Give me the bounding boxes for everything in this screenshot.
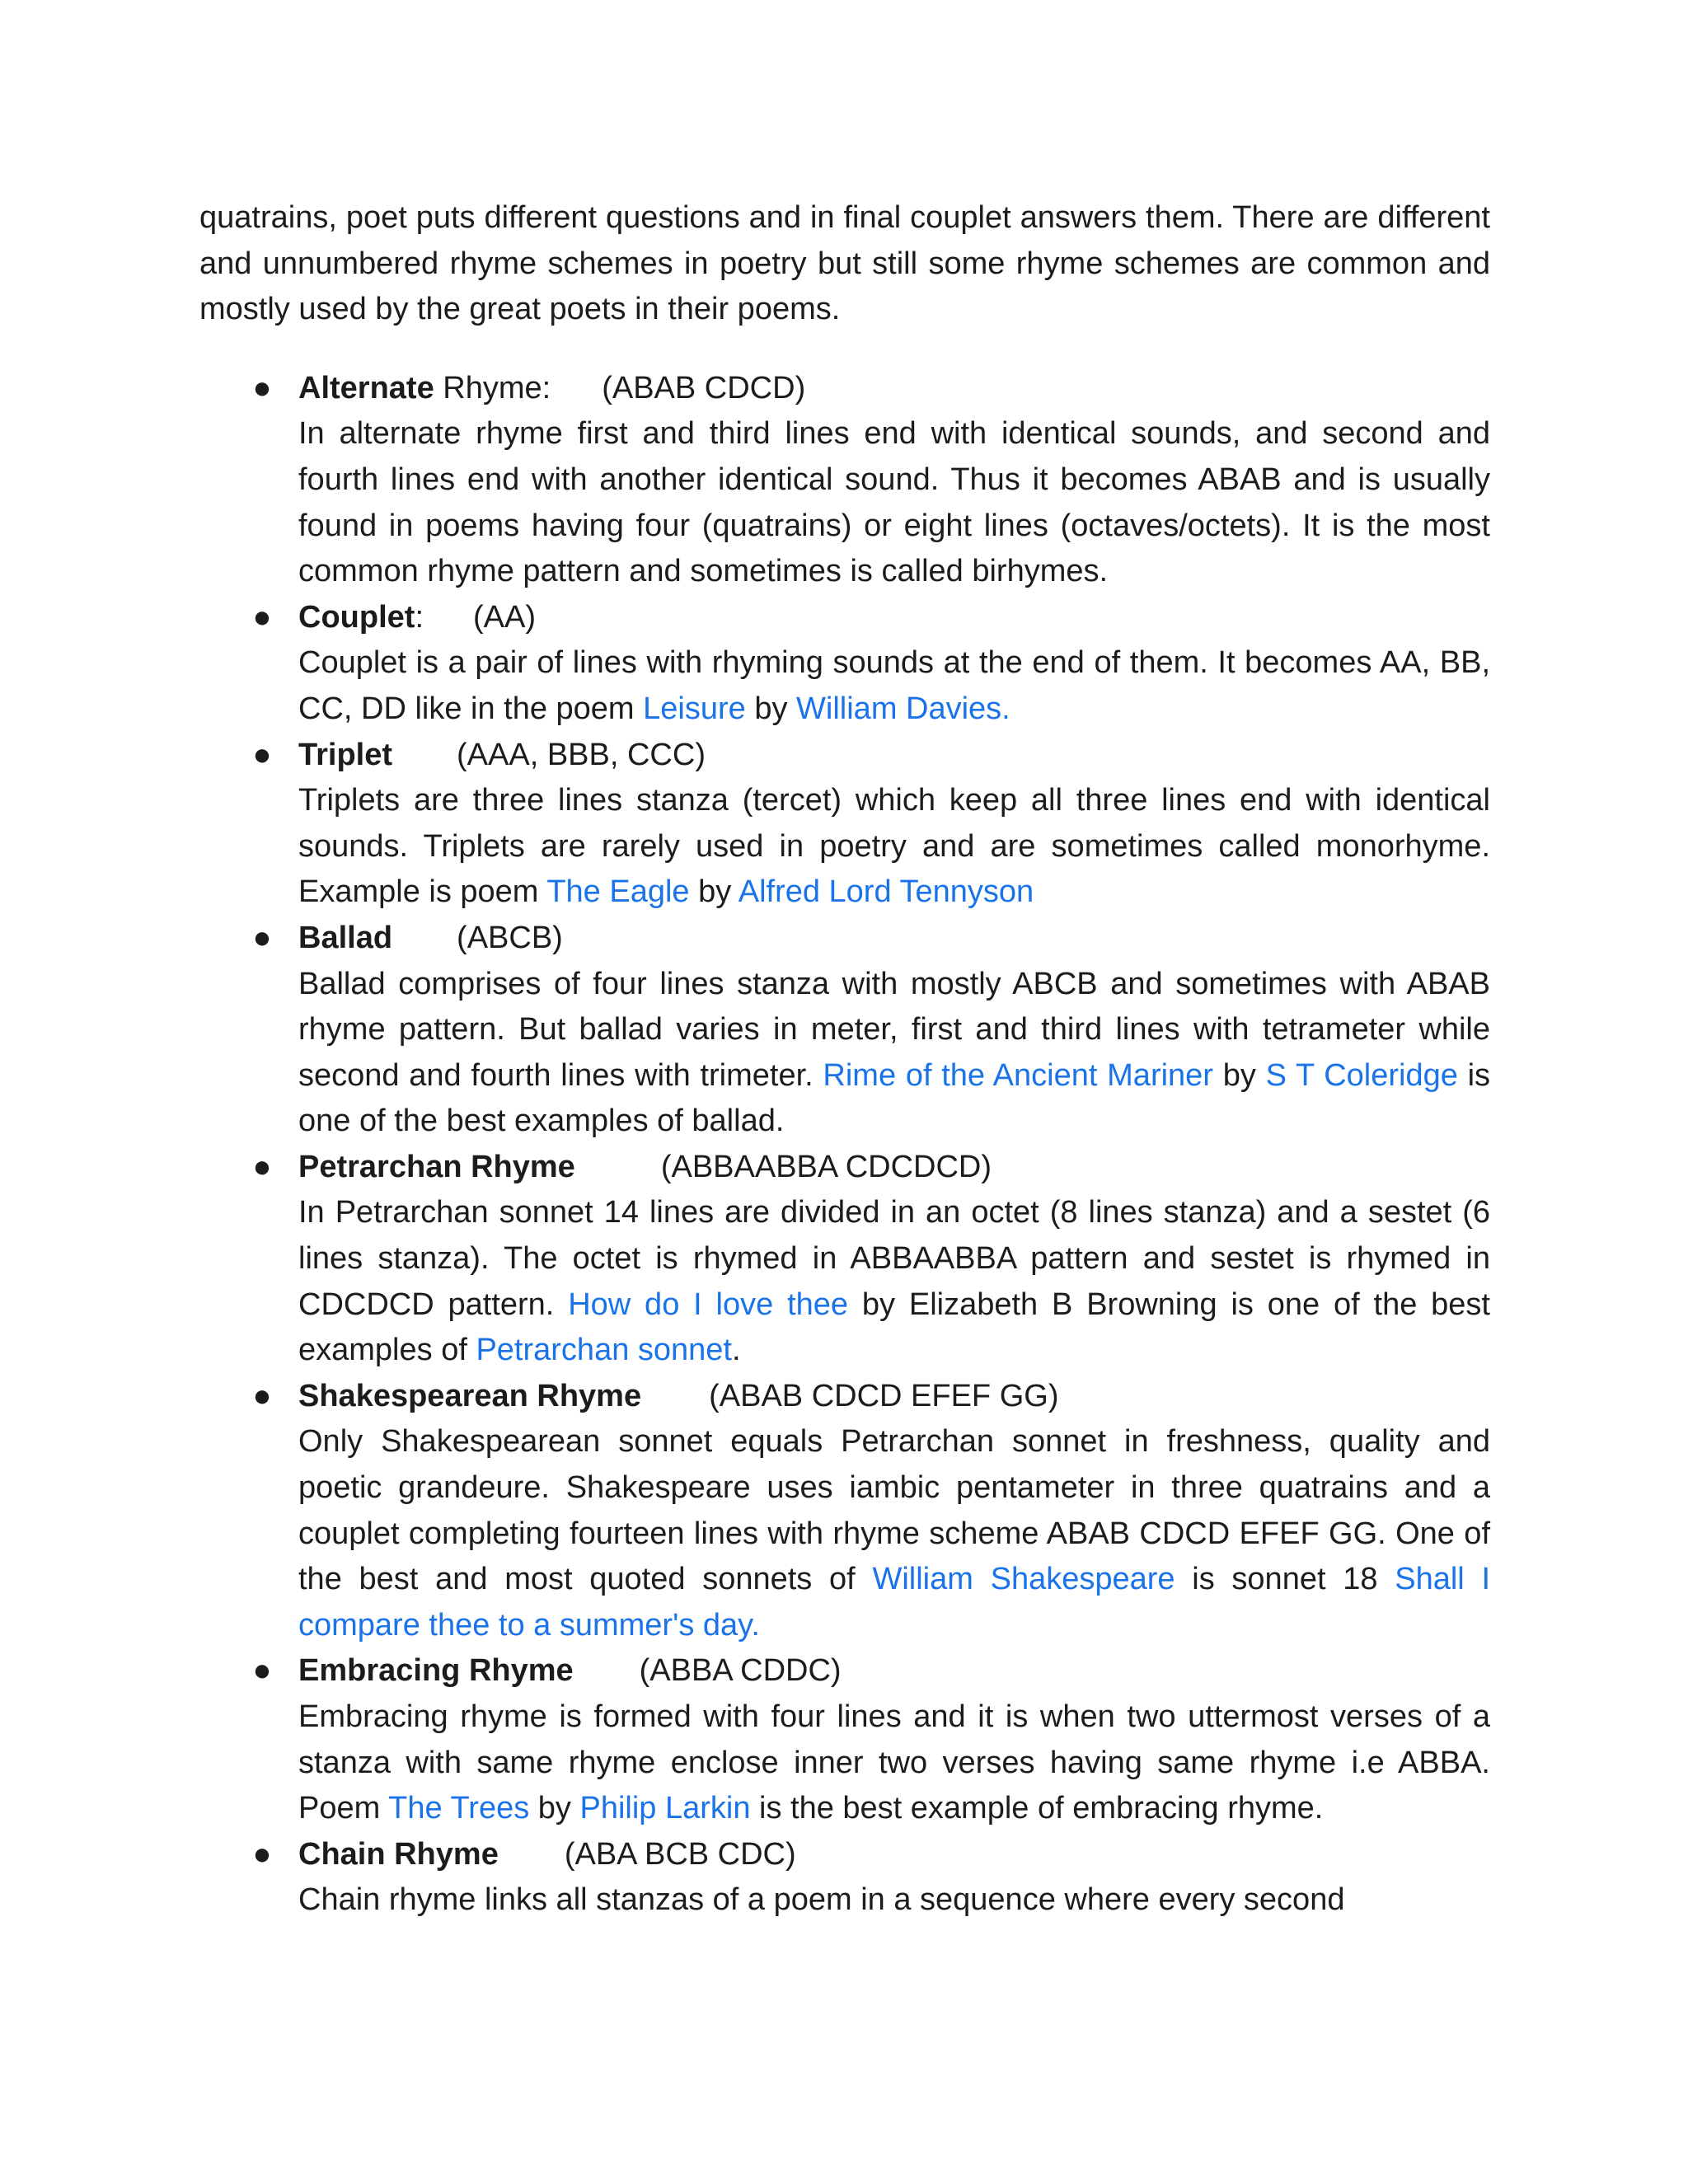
bullet-icon: ● xyxy=(252,737,272,772)
description-text: is one of the best examples of ballad. xyxy=(298,1057,1491,1139)
bullet-icon: ● xyxy=(252,1149,272,1184)
rhyme-term: Petrarchan Rhyme xyxy=(298,1149,575,1184)
description-text: is the best example of embracing rhyme. xyxy=(750,1791,1324,1826)
reference-link[interactable]: Rime of the Ancient Mariner xyxy=(823,1057,1213,1093)
bullet-icon: ● xyxy=(252,599,272,635)
reference-link[interactable]: How do I love thee xyxy=(568,1286,849,1322)
rhyme-heading xyxy=(298,1648,1490,1694)
description-text: Chain rhyme links all stanzas of a poem in a sequence where every second xyxy=(298,1882,1345,1918)
description-text: by xyxy=(745,691,797,726)
bullet-icon: ● xyxy=(252,370,272,405)
rhyme-description xyxy=(298,962,1490,1145)
description-text: . xyxy=(731,1333,741,1368)
bullet-icon: ● xyxy=(252,1836,272,1872)
rhyme-scheme: (AA) xyxy=(473,599,536,635)
rhyme-heading xyxy=(298,366,1490,412)
description-text: is sonnet 18 xyxy=(1175,1562,1395,1597)
rhyme-item xyxy=(199,916,1490,1145)
rhyme-heading xyxy=(298,595,1490,641)
reference-link[interactable]: S T Coleridge xyxy=(1265,1057,1458,1093)
description-text: Only Shakespearean sonnet equals Petrarchan sonnet in freshness, quality and poetic grandeure. Shakespeare uses iambic pentameter in three quatrains and a couplet completing fourteen lines with rhyme scheme ABAB CDCD EFEF GG. One of the best and most quoted sonnets of xyxy=(298,1424,1490,1597)
rhyme-item xyxy=(199,733,1490,916)
rhyme-term: Triplet xyxy=(298,737,393,772)
reference-link[interactable]: The Trees xyxy=(388,1791,530,1826)
description-text: Triplets are three lines stanza (tercet) which keep all three lines end with identical sounds. Triplets are rarely used in poetry and are sometimes called monorhyme. Example is poem xyxy=(298,783,1490,910)
rhyme-heading xyxy=(298,1374,1490,1420)
rhyme-item xyxy=(199,1145,1490,1374)
rhyme-term-suffix: Rhyme: xyxy=(434,370,551,405)
rhyme-term: Ballad xyxy=(298,920,393,955)
description-text: In Petrarchan sonnet 14 lines are divided in an octet (8 lines stanza) and a sestet (6 lines stanza). The octet is rhymed in ABBAABBA pattern and sestet is rhymed in CDCDCD pattern. xyxy=(298,1195,1490,1322)
rhyme-term-suffix: : xyxy=(415,599,424,635)
rhyme-scheme: (ABBA CDDC) xyxy=(639,1653,842,1689)
rhyme-description xyxy=(298,1877,1490,1924)
description-text: by Elizabeth B Browning is one of the best examples of xyxy=(298,1286,1490,1368)
rhyme-term: Embracing Rhyme xyxy=(298,1653,574,1689)
reference-link[interactable]: Petrarchan sonnet xyxy=(476,1333,732,1368)
description-text: Ballad comprises of four lines stanza with mostly ABCB and sometimes with ABAB rhyme pattern. But ballad varies in meter, first and third lines with tetrameter while second and fourth lines with trimeter. xyxy=(298,966,1490,1093)
reference-link[interactable]: Shall I compare thee to a summer's day. xyxy=(298,1562,1491,1643)
rhyme-description xyxy=(298,1190,1490,1373)
reference-link[interactable]: The Eagle xyxy=(546,874,690,910)
rhyme-term: Alternate xyxy=(298,370,434,405)
rhyme-item xyxy=(199,1374,1490,1649)
bullet-icon: ● xyxy=(252,920,272,955)
rhyme-scheme: (ABAB CDCD EFEF GG) xyxy=(709,1378,1059,1413)
reference-link[interactable]: Philip Larkin xyxy=(579,1791,751,1826)
description-text: by xyxy=(529,1791,580,1826)
rhyme-description xyxy=(298,1419,1490,1648)
rhyme-scheme: (ABCB) xyxy=(457,920,563,955)
rhyme-item xyxy=(199,1648,1490,1831)
rhyme-term: Chain Rhyme xyxy=(298,1836,499,1872)
intro-paragraph: quatrains, poet puts different questions and in final couplet answers them. There are different and unnumbered rhyme schemes in poetry but still some rhyme schemes are common and mostly used by the great poets in their poems. xyxy=(199,200,1490,327)
rhyme-description xyxy=(298,1694,1490,1832)
rhyme-item xyxy=(199,1832,1490,1924)
rhyme-scheme: (AAA, BBB, CCC) xyxy=(457,737,706,772)
reference-link[interactable]: William Davies. xyxy=(796,691,1010,726)
rhyme-heading xyxy=(298,733,1490,779)
description-text: by xyxy=(1212,1057,1266,1093)
rhyme-scheme: (ABAB CDCD) xyxy=(602,370,806,405)
rhyme-term: Couplet xyxy=(298,599,415,635)
description-text: Embracing rhyme is formed with four lines and it is when two uttermost verses of a stanza with same rhyme enclose inner two verses having same rhyme i.e ABBA. Poem xyxy=(298,1699,1490,1826)
rhyme-description xyxy=(298,778,1490,916)
rhyme-heading xyxy=(298,916,1490,962)
description-text: Couplet is a pair of lines with rhyming sounds at the end of them. It becomes AA, BB, CC, DD like in the poem xyxy=(298,645,1490,726)
rhyme-term: Shakespearean Rhyme xyxy=(298,1378,642,1413)
description-text: In alternate rhyme first and third lines end with identical sounds, and second and fourth lines end with another identical sound. Thus it becomes ABAB and is usually found in poems having four (quatrains) or eight lines (octaves/octets). It is the most common rhyme pattern and sometimes is called birhymes. xyxy=(298,416,1490,589)
rhyme-description xyxy=(298,640,1490,732)
rhyme-scheme-list xyxy=(199,366,1490,1924)
document-page xyxy=(199,195,1490,1924)
rhyme-heading xyxy=(298,1832,1490,1878)
reference-link[interactable]: Leisure xyxy=(643,691,746,726)
rhyme-item xyxy=(199,366,1490,595)
rhyme-scheme: (ABA BCB CDC) xyxy=(564,1836,796,1872)
description-text: by xyxy=(689,874,738,910)
reference-link[interactable]: Alfred Lord Tennyson xyxy=(738,874,1034,910)
rhyme-scheme: (ABBAABBA CDCDCD) xyxy=(660,1149,992,1184)
rhyme-item xyxy=(199,595,1490,733)
rhyme-description xyxy=(298,411,1490,594)
bullet-icon: ● xyxy=(252,1378,272,1413)
rhyme-heading xyxy=(298,1145,1490,1191)
reference-link[interactable]: William Shakespeare xyxy=(872,1562,1175,1597)
bullet-icon: ● xyxy=(252,1653,272,1689)
